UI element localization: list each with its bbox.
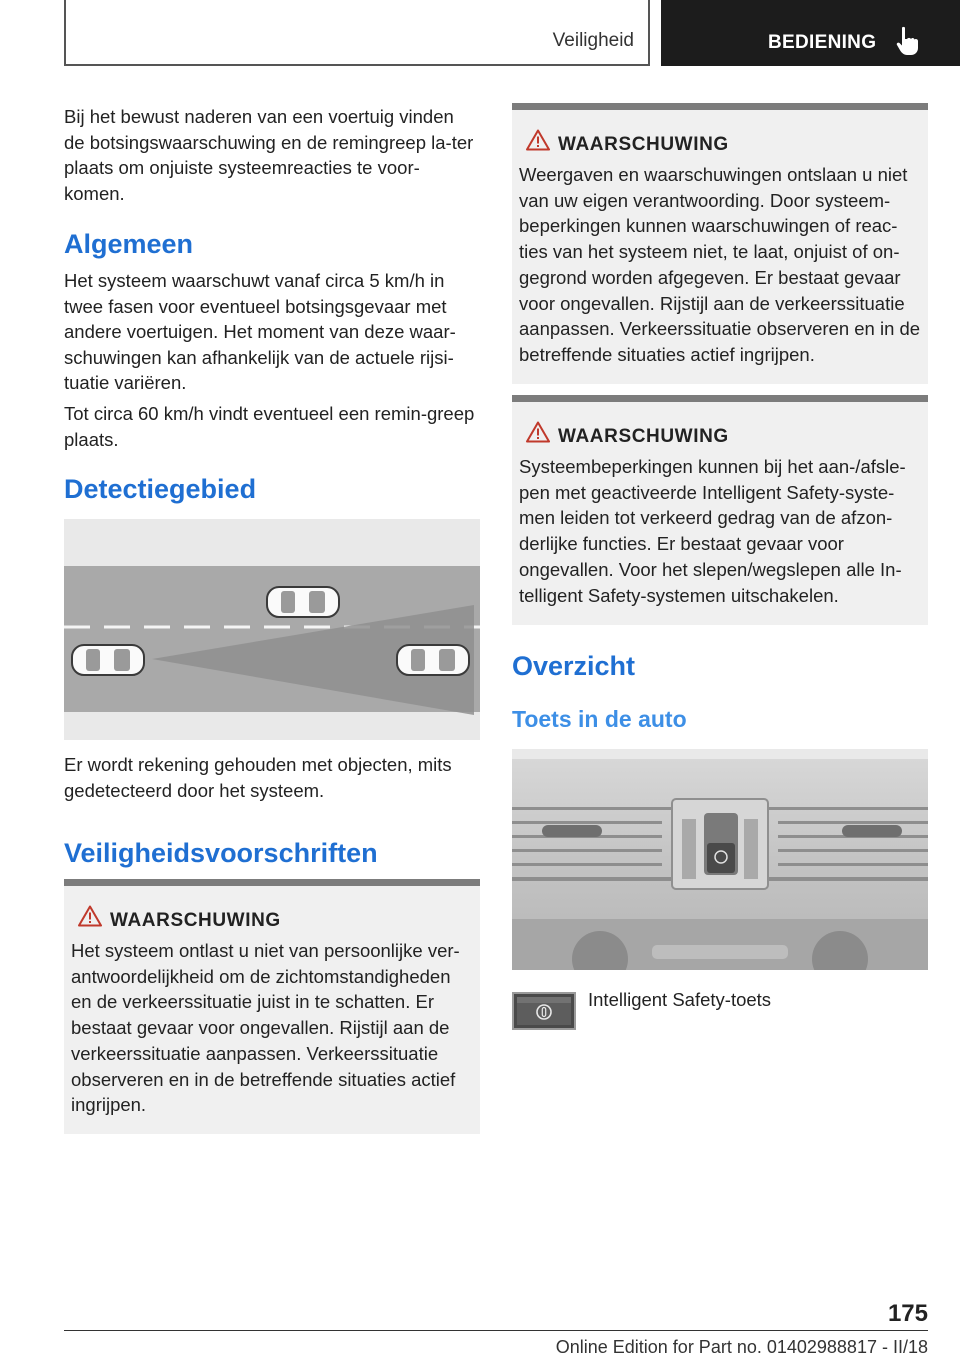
intelligent-safety-button-label: Intelligent Safety-toets [588, 989, 772, 1010]
hand-pointer-icon [895, 26, 921, 56]
warning-3-title: WAARSCHUWING [558, 426, 729, 447]
warning-2-text: Weergaven en waarschuwingen ontslaan u niet van uw eigen verantwoording. Door systeem-beperkingen kunnen waarschuwingen of reac-ties van het systeem niet, te laat, onjuist of on-gegrond worden afgegeven. Er bestaat gevaar voor ongevallen. Rijstijl aan de verkeerssituatie aanpassen. Verkeerssituatie observeren en in de betreffende situaties actief ingrijpen. [519, 164, 921, 365]
car-left [72, 645, 144, 675]
warning-3-text: Systeembeperkingen kunnen bij het aan-/afsle-pen met geactiveerde Intelligent Safety-syste-men leiden tot verkeerd gedrag van de afzon-derlijke functies. Er bestaat gevaar voor ongevallen. Voor het slepen/wegslepen alle In-telligent Safety-systemen uitschakelen. [519, 456, 906, 606]
intro-paragraph: Bij het bewust naderen van een voertuig vinden de botsingswaarschuwing en de remingreep la-ter plaats om onjuiste systeemreacties te voor-komen. [64, 106, 474, 204]
header-chapter-box [661, 0, 960, 66]
warning-triangle-icon [78, 905, 102, 927]
warning-triangle-icon [526, 129, 550, 151]
warning-2-title: WAARSCHUWING [558, 134, 729, 155]
detection-caption: Er wordt rekening gehouden met objecten, mits gedetecteerd door het systeem. [64, 754, 452, 801]
warning-box-2 [512, 103, 928, 384]
footer-divider [64, 1330, 928, 1331]
warning-box-1 [64, 879, 480, 1134]
dashboard-button-photo [512, 749, 928, 970]
warning-1-title: WAARSCHUWING [110, 910, 281, 931]
intelligent-safety-button-icon [512, 992, 576, 1030]
heading-detectiegebied: Detectiegebied [64, 474, 257, 504]
heading-overzicht: Overzicht [512, 651, 636, 681]
heading-algemeen: Algemeen [64, 229, 194, 259]
page-number: 175 [887, 1300, 928, 1327]
header-section-title: Veiligheid [552, 30, 634, 51]
car-right [397, 645, 469, 675]
heading-veiligheidsvoorschriften: Veiligheidsvoorschriften [64, 838, 378, 868]
algemeen-paragraph-2: Tot circa 60 km/h vindt eventueel een remin-greep plaats. [64, 403, 475, 450]
car-top [267, 587, 339, 617]
footer-edition: Online Edition for Part no. 01402988817 - II/18 [555, 1337, 928, 1357]
warning-box-3 [512, 395, 928, 625]
warning-triangle-icon [526, 421, 550, 443]
detection-area-illustration [64, 519, 480, 740]
algemeen-paragraph-1: Het systeem waarschuwt vanaf circa 5 km/h in twee fasen voor eventueel botsingsgevaar met andere voertuigen. Het moment van deze waar-schuwingen kan afhankelijk van de actuele rijsi-tuatie variëren. [64, 270, 456, 393]
header-chapter-title: BEDIENING [768, 32, 877, 53]
warning-1-text: Het systeem ontlast u niet van persoonlijke ver-antwoordelijkheid om de zichtomstandigheden en de verkeerssituatie juist in te schatten. Er bestaat gevaar voor ongevallen. Rijstijl aan de verkeerssituatie aanpassen. Verkeerssituatie observeren en in de betreffende situaties actief ingrijpen. [71, 940, 460, 1116]
heading-toets-in-de-auto: Toets in de auto [512, 706, 687, 732]
header-section-box [64, 0, 650, 66]
